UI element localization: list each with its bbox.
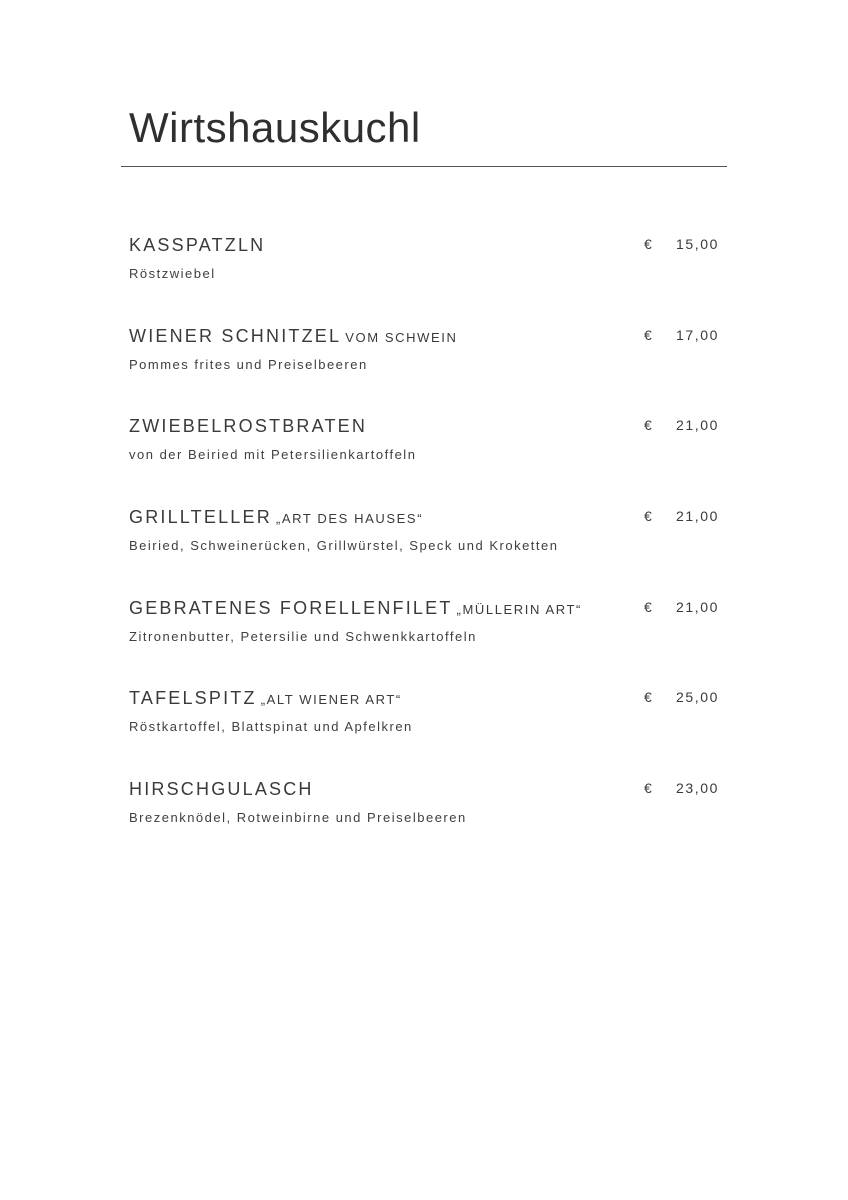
dish-heading	[129, 415, 367, 437]
dish-name: ZWIEBELROSTBRATEN	[129, 416, 368, 437]
currency-symbol: €	[644, 236, 654, 252]
price-value: 15,00	[675, 236, 719, 252]
dish-name: GRILLTELLER	[129, 507, 272, 528]
dish-name: GEBRATENES FORELLENFILET	[129, 597, 453, 618]
menu-item-kasspatzln	[129, 230, 719, 321]
dish-name: TAFELSPITZ	[129, 688, 257, 709]
currency-symbol: €	[644, 598, 654, 615]
dish-name-suffix: „ALT WIENER ART“	[260, 692, 402, 708]
price-value: 17,00	[675, 326, 719, 343]
currency-symbol: €	[644, 326, 654, 343]
menu-item-tafelspitz	[129, 683, 719, 774]
dish-description: Beiried, Schweinerücken, Grillwürstel, Speck und Kroketten	[129, 538, 559, 554]
price-value: 21,00	[675, 508, 719, 525]
menu-item-forellenfilet	[129, 593, 719, 684]
dish-description: Röstzwiebel	[129, 266, 216, 281]
dish-heading	[129, 597, 582, 621]
dish-description: Zitronenbutter, Petersilie und Schwenkkartoffeln	[129, 628, 477, 644]
title-divider	[121, 166, 727, 167]
dish-name: WIENER SCHNITZEL	[129, 325, 342, 346]
dish-description: Brezenknödel, Rotweinbirne und Preiselbeeren	[129, 810, 467, 826]
currency-symbol: €	[644, 508, 654, 525]
currency-symbol: €	[644, 689, 654, 706]
page-title: Wirtshauskuchl	[129, 104, 421, 151]
dish-name-suffix: „MÜLLERIN ART“	[456, 601, 582, 617]
dish-description: Pommes frites und Preiselbeeren	[129, 356, 368, 372]
dish-name-suffix: „ART DES HAUSES“	[275, 511, 424, 527]
menu-item-zwiebelrostbraten	[129, 411, 719, 502]
dish-heading	[129, 234, 265, 256]
dish-description: von der Beiried mit Petersilienkartoffeln	[129, 447, 417, 463]
dish-heading	[129, 687, 402, 711]
dish-heading	[129, 778, 314, 800]
menu-list	[129, 230, 719, 865]
price-value: 21,00	[675, 417, 719, 434]
dish-name: KASSPATZLN	[129, 235, 266, 255]
price-value: 21,00	[675, 598, 719, 615]
dish-heading	[129, 506, 423, 530]
menu-item-grillteller	[129, 502, 719, 593]
dish-name-suffix: VOM SCHWEIN	[345, 329, 458, 345]
dish-heading	[129, 325, 457, 349]
menu-item-hirschgulasch	[129, 774, 719, 865]
price-value: 25,00	[675, 689, 719, 706]
menu-item-wiener-schnitzel	[129, 321, 719, 412]
currency-symbol: €	[644, 417, 654, 434]
dish-description: Röstkartoffel, Blattspinat und Apfelkren	[129, 719, 413, 735]
currency-symbol: €	[644, 780, 654, 797]
dish-name: HIRSCHGULASCH	[129, 779, 314, 800]
price-value: 23,00	[675, 780, 719, 797]
